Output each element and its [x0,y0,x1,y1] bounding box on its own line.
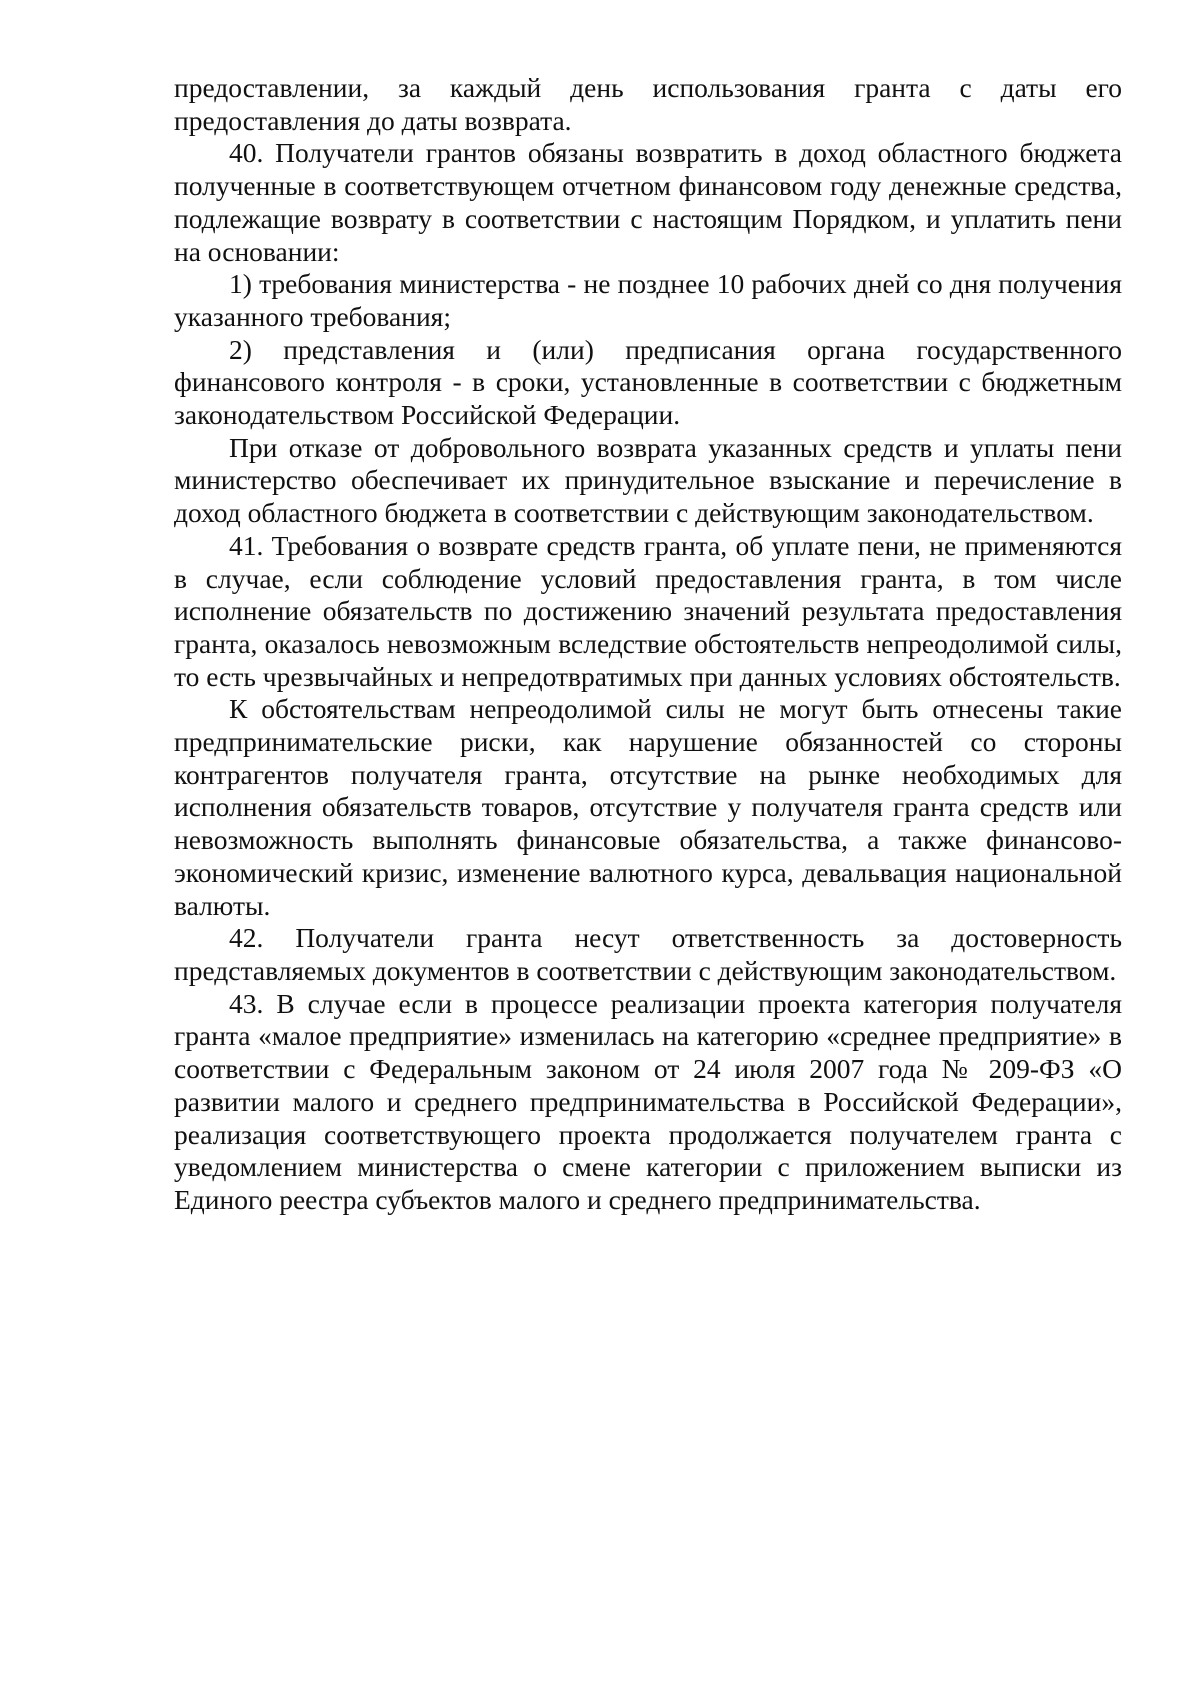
paragraph-refusal: При отказе от добровольного возврата указанных средств и уплаты пени министерство обеспечивает их принудительное взыскание и перечисление в доход областного бюджета в соответствии с действующим законодательством. [174,431,1122,529]
paragraph-continuation: предоставлении, за каждый день использования гранта с даты его предоставления до даты возврата. [174,72,1122,136]
paragraph-clause-41: 41. Требования о возврате средств гранта, об уплате пени, не применяются в случае, если соблюдение условий предоставления гранта, в том числе исполнение обязательств по достижению значений результата предоставления гранта, оказалось невозможным вследствие обстоятельств непреодолимой силы, то есть чрезвычайных и непредотвратимых при данных условиях обстоятельств. [174,529,1122,692]
paragraph-force-majeure: К обстоятельствам непреодолимой силы не могут быть отнесены такие предпринимательские риски, как нарушение обязанностей со стороны контрагентов получателя гранта, отсутствие на рынке необходимых для исполнения обязательств товаров, отсутствие у получателя гранта средств или невозможность выполнять финансовые обязательства, а также финансово-экономический кризис, изменение валютного курса, девальвация национальной валюты. [174,693,1122,921]
paragraph-clause-40-item-2: 2) представления и (или) предписания органа государственного финансового контроля - в сроки, установленные в соответствии с бюджетным законодательством Российской Федерации. [174,333,1122,431]
paragraph-clause-42: 42. Получатели гранта несут ответственность за достоверность представляемых документов в соответствии с действующим законодательством. [174,922,1122,986]
paragraph-clause-40: 40. Получатели грантов обязаны возвратить в доход областного бюджета полученные в соответствующем отчетном финансовом году денежные средства, подлежащие возврату в соответствии с настоящим Порядком, и уплатить пени на основании: [174,137,1122,267]
paragraph-clause-40-item-1: 1) требования министерства - не позднее 10 рабочих дней со дня получения указанного требования; [174,268,1122,332]
paragraph-clause-43: 43. В случае если в процессе реализации проекта категория получателя гранта «малое предприятие» изменилась на категорию «среднее предприятие» в соответствии с Федеральным законом от 24 июля 2007 года № 209-ФЗ «О развитии малого и среднего предпринимательства в Российской Федерации», реализация соответствующего проекта продолжается получателем гранта с уведомлением министерства о смене категории с приложением выписки из Единого реестра субъектов малого и среднего предпринимательства. [174,987,1122,1215]
document-page [174,72,1122,1217]
